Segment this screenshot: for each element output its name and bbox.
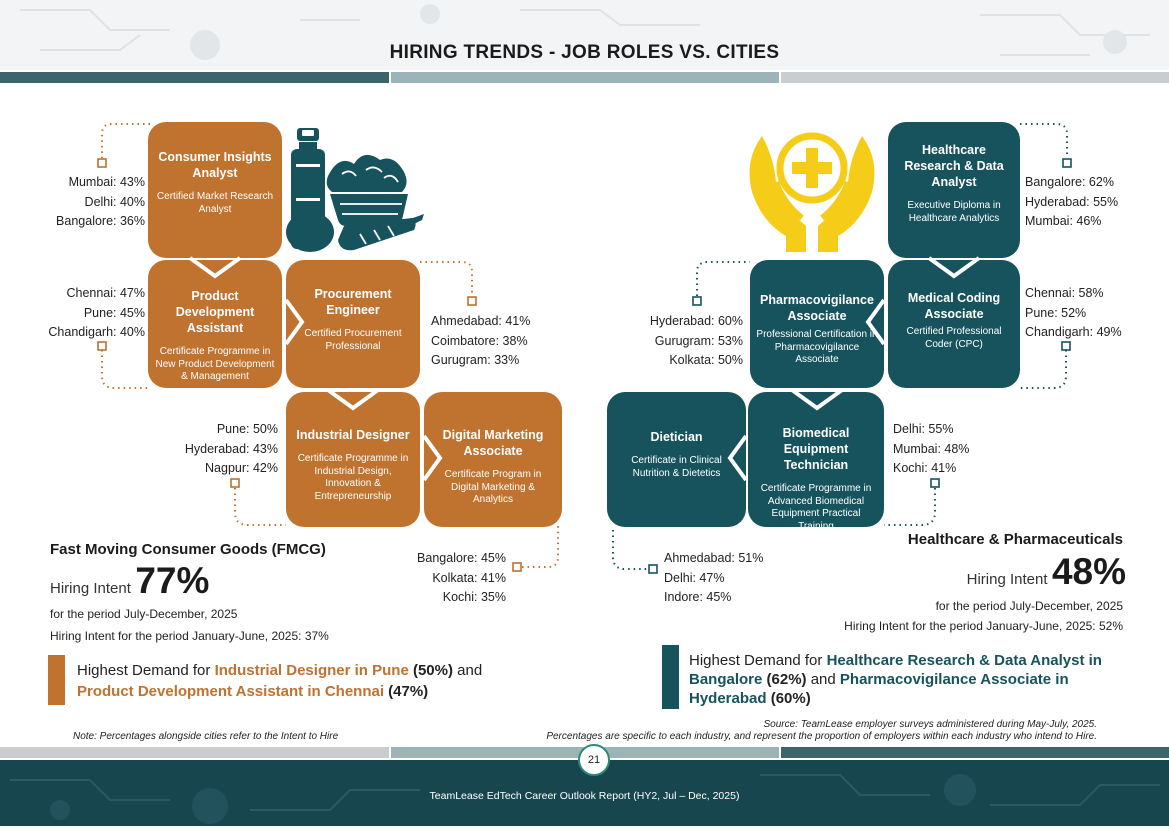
fmcg-sector-name: Fast Moving Consumer Goods (FMCG) [50, 541, 326, 558]
city-intent: Kochi: 35% [442, 590, 506, 604]
role-certification: Certificate Program in Digital Marketing & Analytics [444, 469, 542, 505]
role-certification: Certificate Programme in Industrial Design, Innovation & Entrepreneurship [297, 453, 409, 502]
healthcare-hands-icon [740, 124, 884, 254]
health-period: for the period July-December, 2025 [935, 599, 1123, 613]
role-title: Medical Coding Associate [907, 291, 1001, 321]
city-intent: Bangalore: 45% [417, 551, 506, 565]
health-sector-name: Healthcare & Pharmaceuticals [907, 531, 1123, 548]
city-intent: Mumbai: 48% [893, 441, 970, 456]
hiring-intent-label: Hiring Intent [50, 580, 131, 597]
role-title: Biomedical Equipment Technician [782, 426, 850, 472]
city-intent: Delhi: 47% [664, 570, 725, 585]
role-certification: Certificate Programme in Advanced Biomedical Equipment Practical Training [760, 483, 872, 532]
role-title: Digital Marketing Associate [442, 428, 544, 458]
city-intent: Hyderabad: 43% [184, 441, 278, 456]
city-intent: Kochi: 41% [893, 461, 957, 475]
city-intent: Delhi: 55% [893, 422, 954, 436]
city-intent: Gurugram: 53% [654, 333, 743, 348]
fmcg-highest-demand: Highest Demand for Industrial Designer in Pune (50%) and Product Development Assistant in Chennai (47%) [77, 662, 483, 700]
city-intent: Hyderabad: 55% [1025, 194, 1119, 209]
city-intent: Chennai: 58% [1025, 286, 1104, 300]
fmcg-previous-intent: Hiring Intent for the period January-June, 2025: 37% [50, 629, 329, 643]
city-intent: Mumbai: 46% [1025, 214, 1102, 228]
city-intent: Bangalore: 62% [1025, 175, 1114, 189]
city-intent: Pune: 52% [1025, 305, 1087, 320]
hiring-intent-value: 77% [135, 560, 210, 601]
city-intent: Nagpur: 42% [205, 461, 278, 475]
role-title: Consumer Insights Analyst [158, 150, 272, 180]
city-intent: Coimbatore: 38% [431, 333, 528, 348]
city-list-dietician [664, 549, 779, 608]
city-list-biomedical [893, 420, 1003, 479]
fmcg-period: for the period July-December, 2025 [50, 607, 238, 621]
city-intent: Ahmedabad: 51% [664, 551, 764, 565]
footer-bar-dark [781, 747, 1169, 758]
city-intent: Mumbai: 43% [68, 175, 145, 189]
city-intent: Chandigarh: 40% [48, 325, 145, 339]
role-certification: Certified Market Research Analyst [156, 191, 274, 215]
role-title: Healthcare Research & Data Analyst [904, 143, 1004, 189]
city-list-medical-coding [1025, 284, 1140, 343]
health-hiring-intent [823, 551, 1126, 593]
city-intent: Pune: 50% [216, 422, 278, 436]
footer-report-title: TeamLease EdTech Career Outlook Report (HY2, Jul – Dec, 2025) [429, 790, 740, 802]
health-highest-demand: Highest Demand for Healthcare Research & Data Analyst in Bangalore (62%) and Pharmacovigilance Associate in Hyderabad (60%) [689, 652, 1102, 707]
percentage-note: Note: Percentages alongside cities refer to the Intent to Hire [73, 731, 339, 742]
role-title: Industrial Designer [296, 428, 410, 442]
role-title: Procurement Engineer [314, 287, 392, 317]
source-line-1: Source: TeamLease employer surveys administered during May-July, 2025. [763, 719, 1097, 730]
city-intent: Indore: 45% [664, 590, 732, 604]
hiring-intent-label: Hiring Intent [966, 571, 1048, 588]
role-title: Pharmacovigilance Associate [760, 293, 874, 323]
city-intent: Kolkata: 50% [669, 353, 743, 367]
hiring-intent-value: 48% [1051, 551, 1126, 592]
city-intent: Kolkata: 41% [432, 570, 506, 585]
role-certification: Certified Professional Coder (CPC) [906, 326, 1002, 350]
page-title: HIRING TRENDS - JOB ROLES VS. CITIES [389, 42, 780, 63]
role-title: Product Development Assistant [175, 289, 255, 335]
role-certification: Executive Diploma in Healthcare Analytics [907, 200, 1001, 224]
source-line-2: Percentages are specific to each industry, and represent the proportion of employers within each industry who intend to Hire. [546, 731, 1097, 742]
role-certification: Certified Procurement Professional [304, 328, 402, 352]
city-intent: Hyderabad: 60% [649, 314, 743, 328]
city-intent: Chandigarh: 49% [1025, 325, 1122, 339]
role-certification: Certificate Programme in New Product Development & Management [155, 346, 275, 382]
city-intent: Chennai: 47% [66, 286, 145, 300]
city-intent: Pune: 45% [83, 305, 145, 320]
health-demand-marker [662, 645, 679, 709]
city-intent: Bangalore: 36% [56, 214, 145, 228]
city-list-pharmacovigilance [630, 312, 743, 371]
page-number: 21 [578, 744, 610, 776]
city-intent: Delhi: 40% [84, 194, 145, 209]
role-title: Dietician [650, 430, 703, 444]
city-intent: Gurugram: 33% [431, 353, 520, 367]
city-intent: Ahmedabad: 41% [431, 314, 531, 328]
health-previous-intent: Hiring Intent for the period January-June, 2025: 52% [844, 619, 1123, 633]
role-certification: Certificate in Clinical Nutrition & Dietetics [631, 455, 722, 479]
footer-bar-light [0, 747, 389, 758]
role-certification: Professional Certification in Pharmacovigilance Associate [756, 329, 878, 365]
city-list-healthcare-research [1025, 173, 1135, 232]
